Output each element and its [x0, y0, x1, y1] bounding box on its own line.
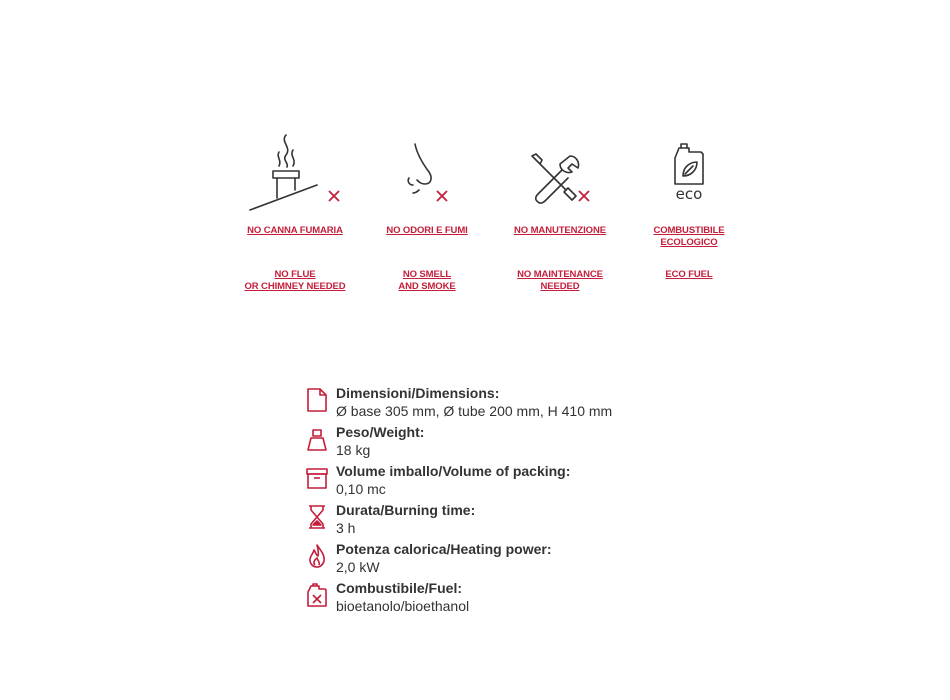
spec-title: Peso/Weight:: [336, 424, 425, 440]
feature-no-smell: [357, 130, 497, 292]
feature-label-en: [225, 269, 365, 293]
cross-icon: [577, 189, 591, 203]
spec-value: 2,0 kW: [336, 559, 380, 575]
spec-weight: [305, 424, 705, 463]
feature-label-it: NO MANUTENZIONE: [514, 225, 606, 236]
spec-title: Potenza calorica/Heating power:: [336, 541, 552, 557]
eco-fuel-can-icon: [669, 142, 709, 217]
feature-label-it-line1: COMBUSTIBILE: [653, 225, 725, 236]
feature-label-it: [619, 225, 759, 249]
spec-value: Ø base 305 mm, Ø tube 200 mm, H 410 mm: [336, 403, 613, 419]
cross-icon: [435, 189, 449, 203]
fuel-can-icon: [305, 582, 329, 608]
spec-fuel: [305, 580, 705, 619]
feature-eco-fuel: [619, 130, 759, 280]
hourglass-icon: [305, 504, 329, 530]
specs-list: [305, 385, 705, 619]
flame-icon: [305, 543, 329, 569]
spec-value: 0,10 mc: [336, 481, 386, 497]
feature-label-en-line1: NO SMELL: [402, 269, 452, 280]
features-section: [0, 0, 950, 320]
chimney-icon: [247, 130, 327, 215]
spec-title: Durata/Burning time:: [336, 502, 476, 518]
spec-title: Volume imballo/Volume of packing:: [336, 463, 571, 479]
spec-burning-time: [305, 502, 705, 541]
feature-label-en-line2: OR CHIMNEY NEEDED: [244, 281, 346, 292]
spec-title: Combustibile/Fuel:: [336, 580, 462, 596]
spec-packing: [305, 463, 705, 502]
document-icon: [305, 387, 329, 413]
feature-label-en-line1: NO MAINTENANCE: [517, 269, 603, 280]
feature-label-en: [490, 269, 630, 293]
spec-value: bioetanolo/bioethanol: [336, 598, 470, 614]
feature-label-en-line1: NO FLUE: [274, 269, 316, 280]
feature-label-it: NO CANNA FUMARIA: [247, 225, 343, 236]
feature-no-maintenance: [490, 130, 630, 292]
spec-value: 3 h: [336, 520, 356, 536]
spec-dimensions: [305, 385, 705, 424]
feature-label-en: ECO FUEL: [665, 269, 713, 280]
eco-icon-text: eco: [675, 185, 703, 203]
box-icon: [305, 465, 329, 491]
feature-label-en: [357, 269, 497, 293]
feature-label-it: NO ODORI E FUMI: [386, 225, 468, 236]
spec-value: 18 kg: [336, 442, 371, 458]
feature-label-en-line2: AND SMOKE: [398, 281, 456, 292]
feature-no-flue: [225, 130, 365, 292]
spec-heating-power: [305, 541, 705, 580]
feature-label-en-line2: NEEDED: [540, 281, 580, 292]
cross-icon: [327, 189, 341, 203]
spec-title: Dimensioni/Dimensions:: [336, 385, 500, 401]
weight-icon: [305, 426, 329, 452]
feature-label-it-line2: ECOLOGICO: [660, 237, 718, 248]
